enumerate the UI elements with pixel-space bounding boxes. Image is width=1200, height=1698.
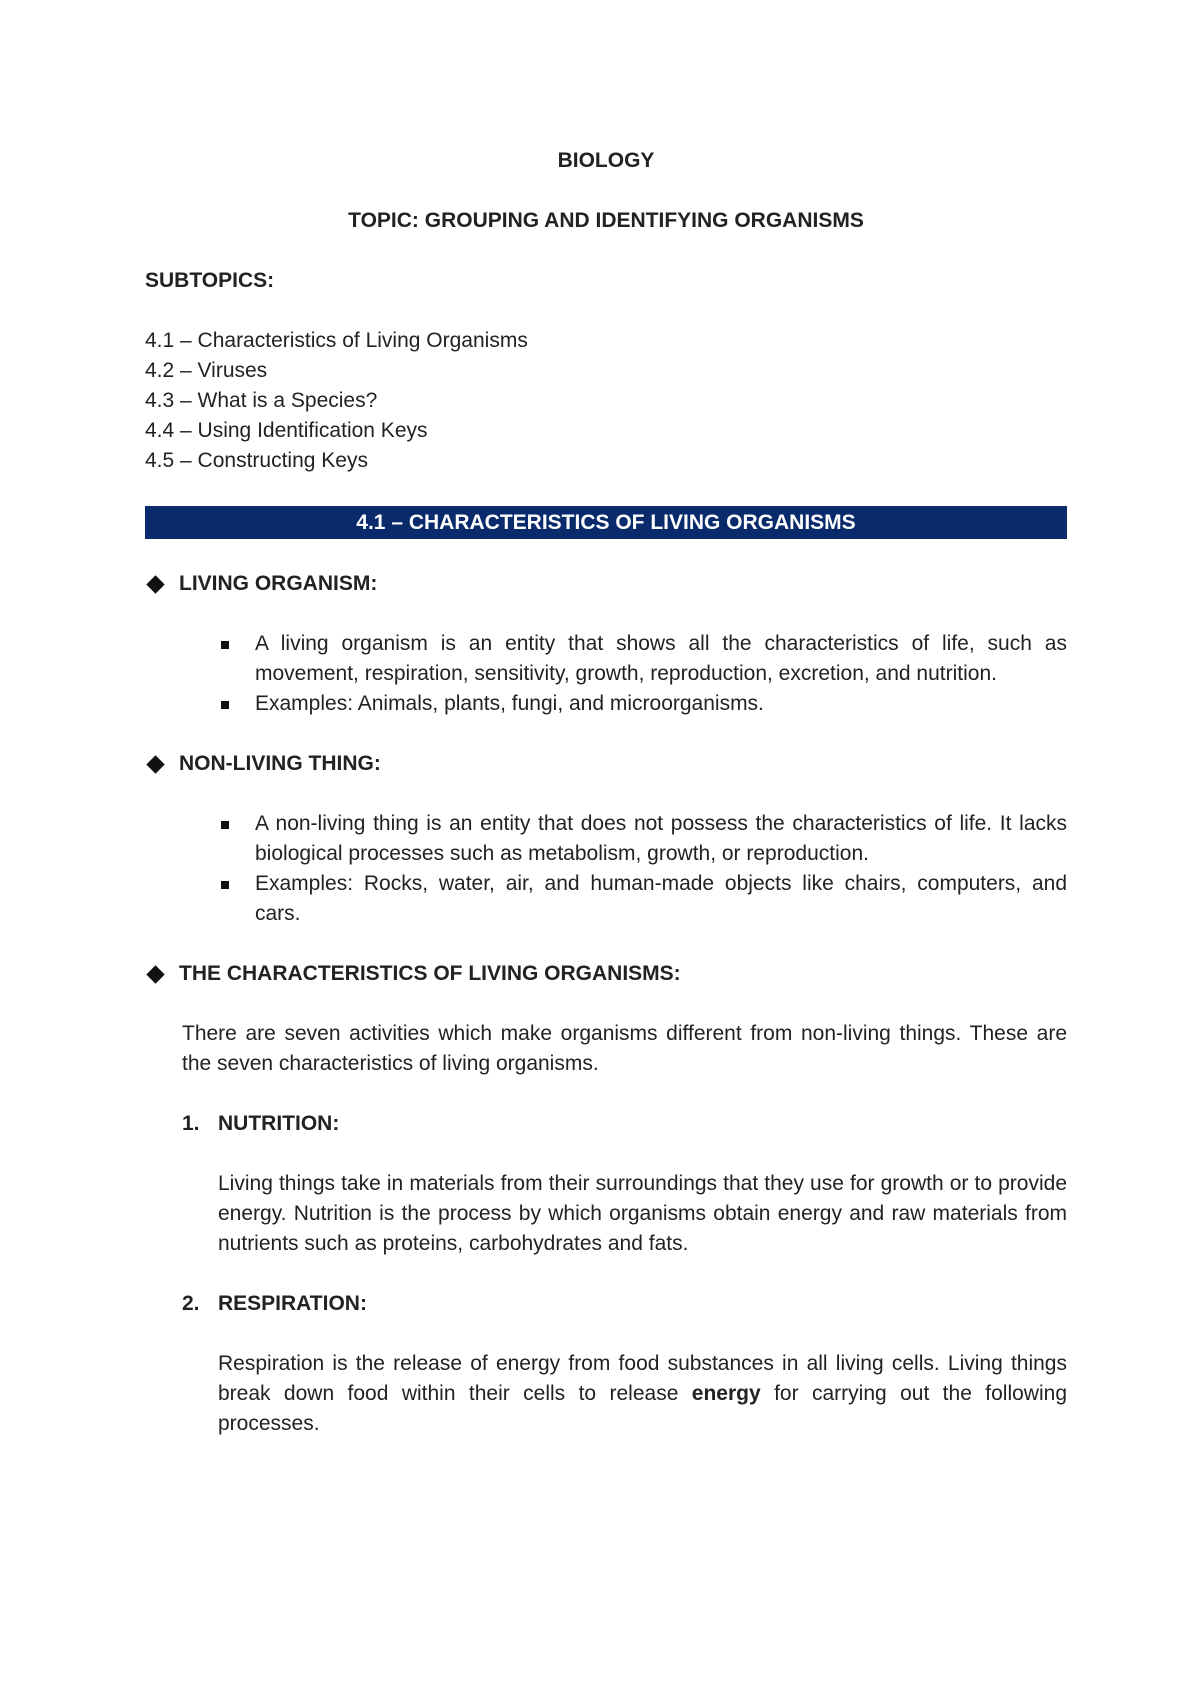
topic-heading: TOPIC: GROUPING AND IDENTIFYING ORGANISMS <box>348 209 864 232</box>
square-bullet-icon <box>221 881 229 889</box>
nutrition-text: Living things take in materials from their surroundings that they use for growth or to provide energy. Nutrition is the process by which organisms obtain energy and raw materials from nutrients such as proteins, carbohydrates and fats. <box>218 1172 1067 1255</box>
subtopic-item: 4.5 – Constructing Keys <box>145 449 368 472</box>
living-organism-heading-text: LIVING ORGANISM: <box>179 572 378 595</box>
non-living-heading <box>145 749 1067 779</box>
subtopics-label: SUBTOPICS: <box>145 269 275 292</box>
subtopic-item: 4.1 – Characteristics of Living Organisms <box>145 329 528 352</box>
nutrition-heading <box>182 1109 1067 1139</box>
square-bullet-icon <box>221 701 229 709</box>
list-item <box>145 689 1067 719</box>
characteristics-heading-text: THE CHARACTERISTICS OF LIVING ORGANISMS: <box>179 962 681 985</box>
living-organism-bullets <box>145 629 1067 719</box>
respiration-text-end: for carrying out the following processes. <box>218 1382 1067 1435</box>
subtopic-item: 4.4 – Using Identification Keys <box>145 419 428 442</box>
subtopic-list <box>145 326 1067 476</box>
square-bullet-icon <box>221 821 229 829</box>
subtopic-item: 4.3 – What is a Species? <box>145 389 378 412</box>
subtopic-item: 4.2 – Viruses <box>145 359 268 382</box>
list-item <box>145 869 1067 929</box>
list-item-text: Examples: Rocks, water, air, and human-made objects like chairs, computers, and cars. <box>255 872 1067 925</box>
item-number: 2. <box>182 1292 200 1315</box>
diamond-bullet-icon <box>146 575 164 593</box>
square-bullet-icon <box>221 641 229 649</box>
item-heading-text: RESPIRATION: <box>218 1292 367 1315</box>
list-item <box>145 809 1067 869</box>
section-banner: 4.1 – CHARACTERISTICS OF LIVING ORGANISMS <box>145 506 1067 539</box>
item-heading-text: NUTRITION: <box>218 1112 340 1135</box>
diamond-bullet-icon <box>146 755 164 773</box>
item-number: 1. <box>182 1112 200 1135</box>
living-organism-heading <box>145 569 1067 599</box>
list-item <box>145 629 1067 689</box>
list-item-text: A non-living thing is an entity that does not possess the characteristics of life. It lacks biological processes such as metabolism, growth, or reproduction. <box>255 812 1067 865</box>
characteristics-intro: There are seven activities which make organisms different from non-living things. These are the seven characteristics of living organisms. <box>182 1022 1067 1075</box>
respiration-heading <box>182 1289 1067 1319</box>
respiration-text-start: Respiration is the release of energy from food substances in all living cells. Living things break down food within their cells to release <box>218 1352 1067 1405</box>
characteristics-heading <box>145 959 1067 989</box>
list-item-text: A living organism is an entity that shows all the characteristics of life, such as movement, respiration, sensitivity, growth, reproduction, excretion, and nutrition. <box>255 632 1067 685</box>
document-title: BIOLOGY <box>557 149 655 172</box>
list-item-text: Examples: Animals, plants, fungi, and microorganisms. <box>255 692 764 715</box>
respiration-text-bold: energy <box>691 1382 761 1405</box>
diamond-bullet-icon <box>146 965 164 983</box>
non-living-heading-text: NON-LIVING THING: <box>179 752 381 775</box>
non-living-bullets <box>145 809 1067 929</box>
respiration-text <box>218 1349 1067 1439</box>
document-page <box>145 146 1067 1439</box>
